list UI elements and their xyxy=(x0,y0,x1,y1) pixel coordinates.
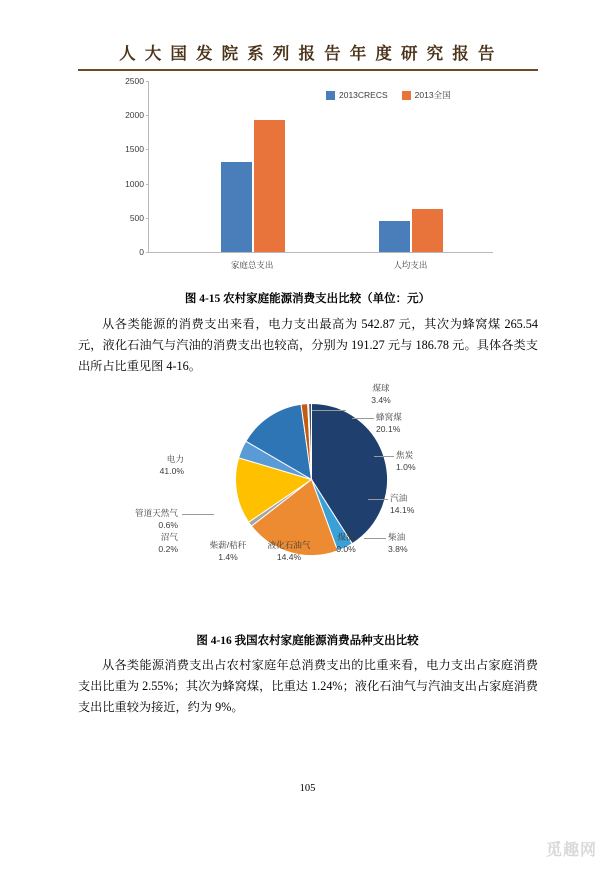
page-number: 105 xyxy=(299,783,316,794)
header-divider xyxy=(78,69,538,71)
figure-4-15-caption: 图 4-15 农村家庭能源消费支出比较（单位：元） xyxy=(184,293,431,305)
bar-chart-y-tick: 1500 xyxy=(125,144,144,155)
header-title: 人 大 国 发 院 系 列 报 告 年 度 研 究 报 告 xyxy=(119,44,497,63)
bar-chart-bar xyxy=(379,221,410,252)
pie-label-tianranqi: 管道天然气 0.6% xyxy=(135,508,178,530)
watermark: 觅趣网 xyxy=(545,842,597,859)
bar-chart-group xyxy=(374,81,446,270)
pie-label-chaixin: 柴薪/秸秆 1.4% xyxy=(209,540,247,562)
pie-label-jiaotan: 焦炭 1.0% xyxy=(396,450,416,472)
bar-chart-group xyxy=(216,81,288,270)
bar-chart-x-label: 人均支出 xyxy=(393,260,428,270)
bar-chart-y-tick: 2500 xyxy=(125,76,144,86)
paragraph-2: 从各类能源消费支出占农村家庭年总消费支出的比重来看，电力支出占家庭消费支出比重为 2.55%；其次为蜂窝煤，比重达 1.24%；液化石油气与汽油支出占家庭消费支出比重较为接近，约为 9%。 xyxy=(78,658,538,714)
bar-chart-tick-mark xyxy=(146,115,149,116)
bar-chart-y-tick: 1000 xyxy=(125,178,144,189)
pie-label-zhaoqi: 沼气 0.2% xyxy=(158,532,178,554)
bar-chart-tick-mark xyxy=(146,218,149,219)
pie-label-dianli: 电力 41.0% xyxy=(159,454,184,476)
paragraph-1: 从各类能源的消费支出来看，电力支出最高为 542.87 元，其次为蜂窝煤 265.54 元，液化石油气与汽油的消费支出也较高，分别为 191.27 元与 186.78 元。具体各类支出所占比重见图 4-16。 xyxy=(78,317,538,373)
page-header xyxy=(78,40,538,71)
leader-line-chaiyou xyxy=(364,538,386,539)
bar-chart-y-tick: 2000 xyxy=(125,110,144,121)
bar-chart-tick-mark xyxy=(146,184,149,185)
leader-line-fengwomei xyxy=(352,418,374,419)
leader-line-tianranqi xyxy=(182,514,214,515)
leader-line-qiyou xyxy=(368,499,388,500)
bar-chart-y-tick: 500 xyxy=(129,212,144,223)
bar-chart-tick-mark xyxy=(146,149,149,150)
leader-line-meiqiu xyxy=(312,410,346,411)
bar-chart-plot-area xyxy=(125,76,493,270)
pie-label-meiqiu: 煤球 3.4% xyxy=(371,383,391,405)
bar-chart-tick-mark xyxy=(146,81,149,82)
figure-4-16-caption: 图 4-16 我国农村家庭能源消费品种支出比较 xyxy=(196,635,419,647)
pie-chart-figure-4-16 xyxy=(78,380,538,625)
bar-chart-y-tick: 0 xyxy=(139,247,144,257)
pie-label-fengwomei: 蜂窝煤 20.1% xyxy=(376,412,402,434)
bar-chart-bar xyxy=(412,209,443,252)
pie-label-chaiyou: 柴油 3.8% xyxy=(388,532,408,554)
pie-label-meiyou: 煤油 0.0% xyxy=(336,532,356,554)
bar-chart-x-label: 家庭总支出 xyxy=(230,260,274,270)
legend-label-crecs: 2013CRECS xyxy=(339,90,388,100)
bar-chart-bar xyxy=(221,162,252,252)
pie-label-qiyou: 汽油 14.1% xyxy=(390,493,415,515)
legend-label-national: 2013全国 xyxy=(414,90,451,100)
bar-chart-figure-4-15 xyxy=(96,75,516,280)
bar-chart-bar xyxy=(254,120,285,252)
pie-label-yehuashiyouqi: 液化石油气 14.4% xyxy=(267,540,311,562)
leader-line-jiaotan xyxy=(374,456,394,457)
bar-chart-tick-mark xyxy=(146,252,149,253)
